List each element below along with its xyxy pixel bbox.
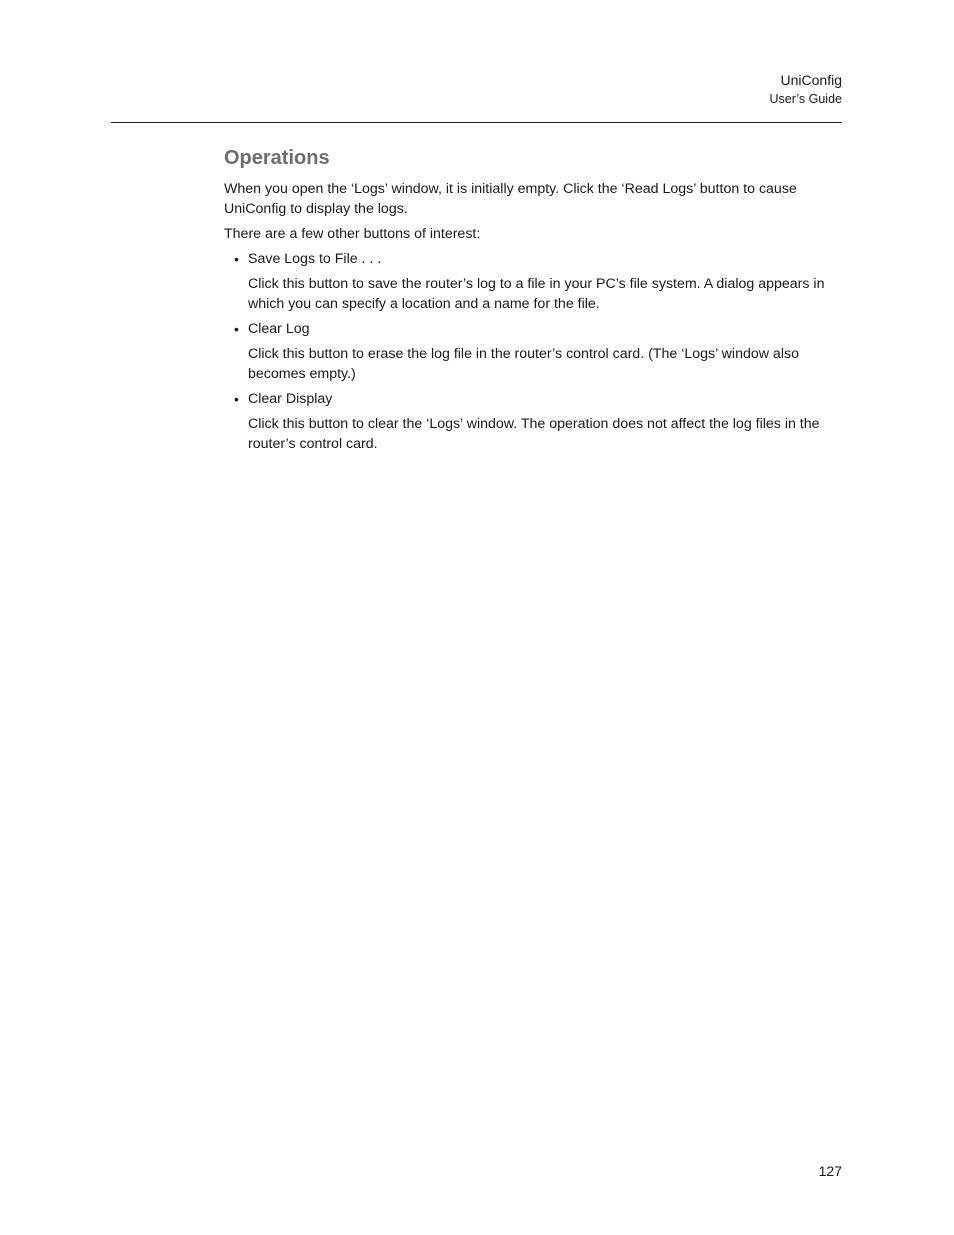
item-description: Click this button to erase the log file in the router’s control card. (The ‘Logs’ window also becomes empty.): [248, 346, 799, 382]
item-label: Clear Log: [248, 321, 310, 337]
section-title: Operations: [224, 147, 330, 169]
item-description: Click this button to save the router’s log to a file in your PC’s file system. A dialog appears in which you can specify a location and a name for the file.: [248, 276, 825, 312]
lead-paragraph: There are a few other buttons of interest:: [224, 226, 481, 242]
list-item: [224, 319, 844, 384]
bullet-icon: •: [234, 391, 239, 407]
item-label: Clear Display: [248, 391, 333, 407]
bullet-icon: •: [234, 321, 239, 337]
header-rule: [111, 122, 842, 123]
header-title: UniConfig: [780, 72, 842, 88]
page-number: 127: [818, 1163, 842, 1179]
header-subtitle: User’s Guide: [769, 92, 842, 106]
item-label: Save Logs to File . . .: [248, 251, 382, 267]
running-header: [770, 70, 843, 108]
button-list: [224, 249, 844, 454]
list-item: [224, 249, 844, 314]
item-description: Click this button to clear the ‘Logs’ window. The operation does not affect the log files in the router’s control card.: [248, 416, 820, 452]
list-item: [224, 389, 844, 454]
bullet-icon: •: [234, 251, 239, 267]
intro-paragraph: When you open the ‘Logs’ window, it is initially empty. Click the ‘Read Logs’ button to cause UniConfig to display the logs.: [224, 181, 797, 217]
main-content: [224, 144, 844, 459]
